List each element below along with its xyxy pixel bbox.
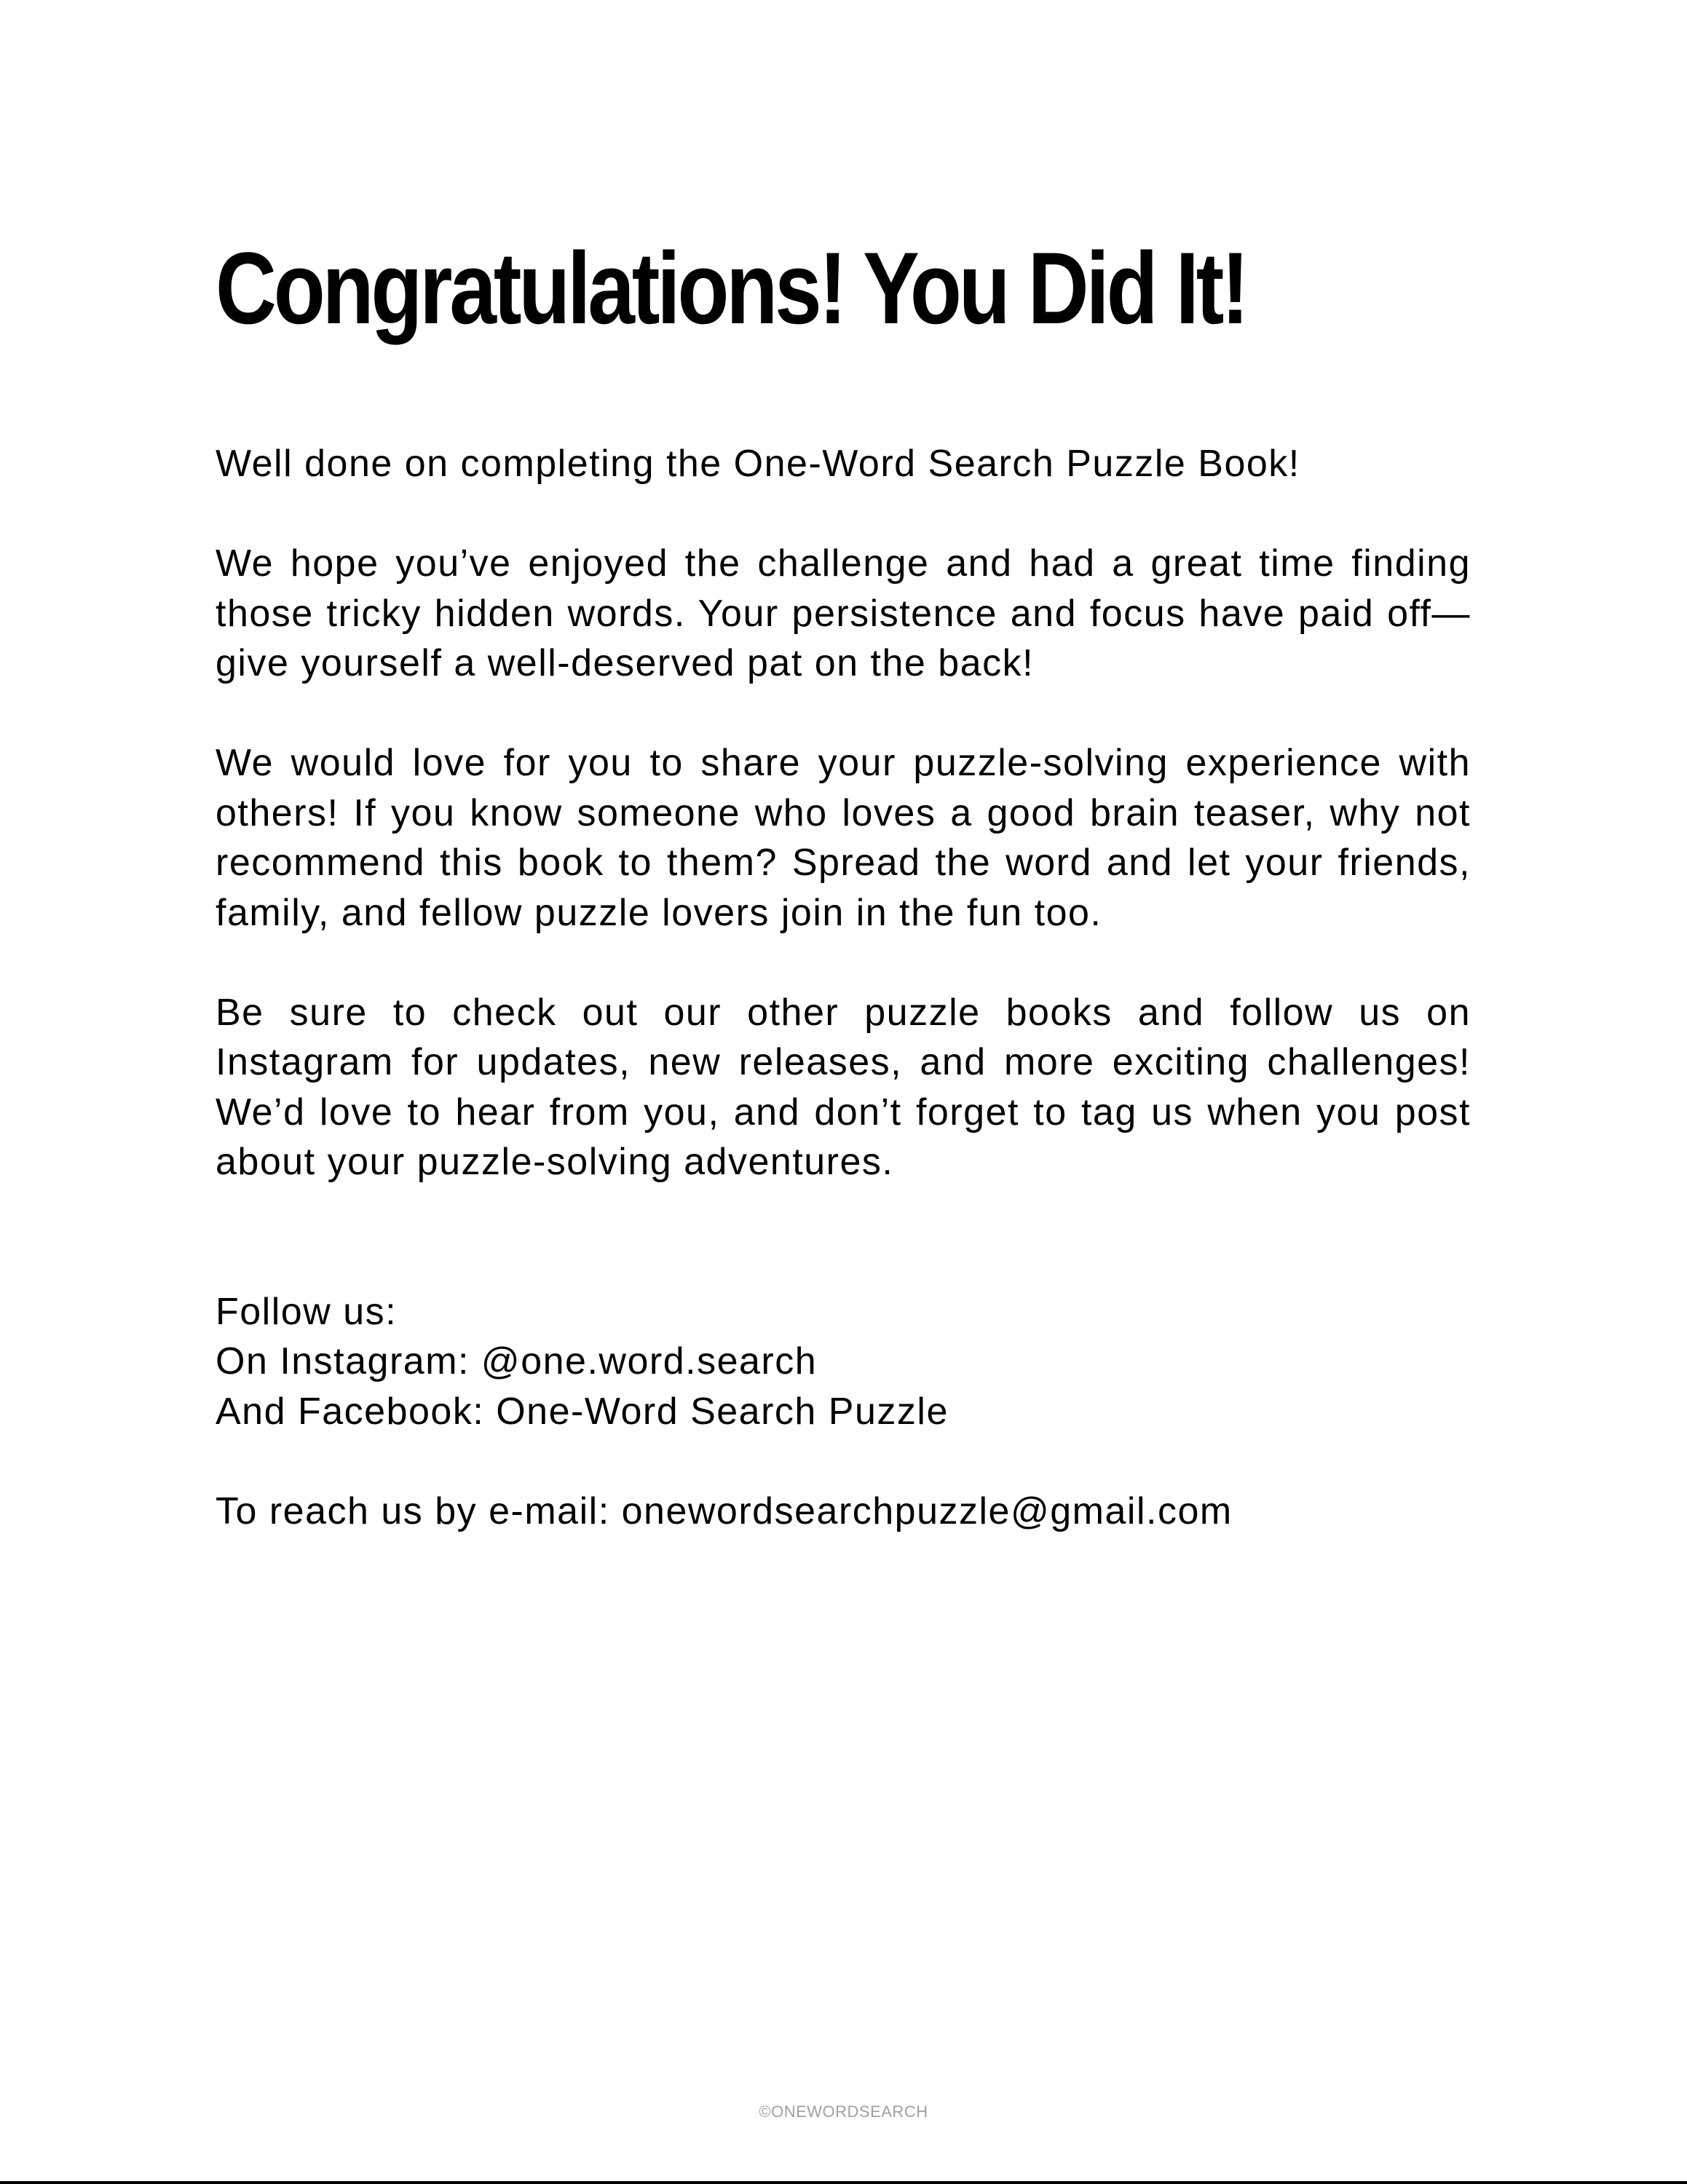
facebook-line: And Facebook: One-Word Search Puzzle bbox=[216, 1390, 949, 1433]
follow-heading: Follow us: bbox=[216, 1290, 398, 1333]
paragraph-share: We would love for you to share your puzzle-solving experience with others! If you know someone who loves a good brain teaser, why not recommend this book to them? Spread the word and let your friends, family, and fellow puzzle lovers join in the fun too. bbox=[216, 742, 1471, 934]
page-title: Congratulations! You Did It! bbox=[216, 231, 1247, 345]
copyright-footer: ©ONEWORDSEARCH bbox=[759, 2102, 928, 2121]
instagram-line: On Instagram: @one.word.search bbox=[216, 1340, 818, 1383]
email-line: To reach us by e-mail: onewordsearchpuzzle@gmail.com bbox=[216, 1489, 1233, 1532]
bottom-divider bbox=[0, 2181, 1687, 2184]
paragraph-intro: Well done on completing the One-Word Search Puzzle Book! bbox=[216, 443, 1300, 486]
paragraph-check-out: Be sure to check out our other puzzle books and follow us on Instagram for updates, new releases, and more exciting challenges! We’d love to hear from you, and don’t forget to tag us when you post about your puzzle-solving adventures. bbox=[216, 991, 1471, 1184]
page-content bbox=[216, 233, 1471, 1536]
paragraph-enjoyed: We hope you’ve enjoyed the challenge and had a great time finding those tricky hidden words. Your persistence and focus have paid off—give yourself a well-deserved pat on the back! bbox=[216, 542, 1471, 685]
follow-section bbox=[216, 1287, 1471, 1437]
body-text bbox=[216, 439, 1471, 1536]
